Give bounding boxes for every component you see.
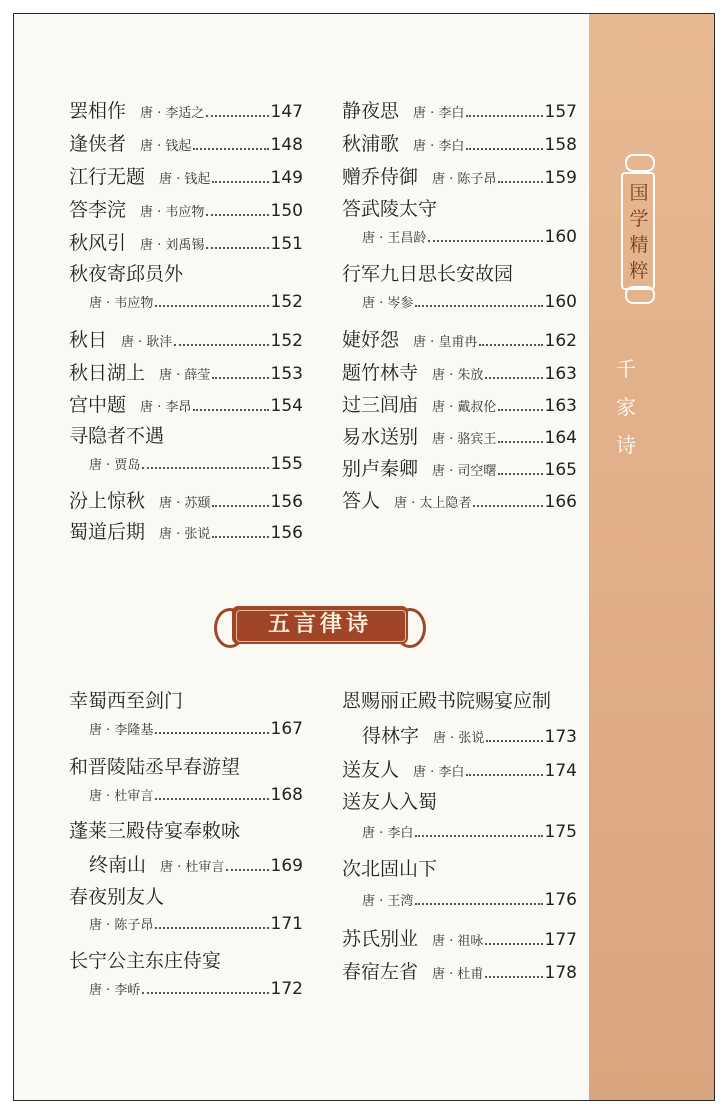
toc-entry[interactable] — [362, 822, 577, 842]
poem-author: 唐 · 张说 — [433, 731, 485, 746]
poem-title: 逢侠者 — [69, 133, 127, 155]
page-number: 159 — [544, 168, 577, 188]
page-number: 166 — [544, 492, 577, 512]
dot-leader — [415, 902, 542, 905]
poem-title: 静夜思 — [342, 100, 400, 122]
dot-leader — [206, 114, 268, 117]
dot-leader — [142, 991, 268, 994]
page-number: 175 — [544, 822, 577, 842]
poem-title[interactable]: 恩赐丽正殿书院赐宴应制 — [342, 690, 552, 712]
dot-leader — [142, 466, 268, 469]
dot-leader — [498, 440, 542, 443]
poem-author: 唐 · 张说 — [159, 527, 211, 542]
page-number: 155 — [270, 454, 303, 474]
poem-author: 唐 · 耿沣 — [121, 335, 173, 350]
toc-entry[interactable] — [89, 850, 303, 877]
dot-leader — [206, 246, 268, 249]
poem-title: 春宿左省 — [342, 961, 419, 983]
page-number: 156 — [270, 523, 303, 543]
series-label-frame — [617, 154, 657, 304]
poem-author: 唐 · 李适之 — [140, 106, 205, 121]
dot-leader — [174, 343, 268, 346]
poem-title: 婕妤怨 — [342, 329, 400, 351]
poem-title: 秋风引 — [69, 232, 127, 254]
toc-entry[interactable] — [342, 129, 577, 156]
dot-leader — [485, 376, 542, 379]
poem-title[interactable]: 蓬莱三殿侍宴奉敕咏 — [69, 820, 241, 842]
toc-entry[interactable] — [89, 979, 303, 999]
series-label: 国学精粹 — [629, 182, 649, 282]
page-number: 152 — [270, 292, 303, 312]
poem-title[interactable]: 长宁公主东庄侍宴 — [69, 950, 222, 972]
poem-title-continued: 得林字 — [362, 725, 420, 747]
poem-title: 蜀道后期 — [69, 521, 146, 543]
poem-author: 唐 · 刘禹锡 — [140, 238, 205, 253]
toc-entry[interactable] — [362, 721, 577, 748]
dot-leader — [466, 147, 542, 150]
poem-author: 唐 · 钱起 — [140, 139, 192, 154]
toc-entry[interactable] — [89, 914, 303, 934]
page-number: 154 — [270, 396, 303, 416]
page-number: 177 — [544, 930, 577, 950]
toc-entry[interactable] — [69, 486, 303, 513]
toc-entry[interactable] — [69, 325, 303, 352]
dot-leader — [155, 797, 268, 800]
dot-leader — [193, 408, 268, 411]
toc-entry[interactable] — [69, 162, 303, 189]
toc-entry[interactable] — [342, 486, 577, 513]
page-number: 168 — [270, 785, 303, 805]
page-number: 172 — [270, 979, 303, 999]
toc-entry[interactable] — [69, 195, 303, 222]
dot-leader — [466, 773, 542, 776]
poem-author: 唐 · 韦应物 — [140, 205, 205, 220]
page-number: 149 — [270, 168, 303, 188]
toc-entry[interactable] — [69, 129, 303, 156]
poem-title: 答人 — [342, 490, 381, 512]
poem-title: 秋日 — [69, 329, 108, 351]
toc-entry[interactable] — [89, 292, 303, 312]
page-number: 158 — [544, 135, 577, 155]
page-number: 160 — [544, 292, 577, 312]
dot-leader — [155, 304, 268, 307]
dot-leader — [479, 343, 542, 346]
dot-leader — [206, 213, 268, 216]
dot-leader — [486, 739, 542, 742]
poem-title: 罢相作 — [69, 100, 127, 122]
toc-entry[interactable] — [89, 785, 303, 805]
dot-leader — [498, 472, 542, 475]
page-number: 171 — [270, 914, 303, 934]
poem-title: 秋浦歌 — [342, 133, 400, 155]
page-number: 152 — [270, 331, 303, 351]
frame-cap-top — [625, 154, 655, 172]
poem-title: 秋日湖上 — [69, 362, 146, 384]
poem-title[interactable]: 次北固山下 — [342, 858, 438, 880]
page-number: 173 — [544, 727, 577, 747]
dot-leader — [485, 942, 542, 945]
poem-title: 送友人 — [342, 759, 400, 781]
toc-entry[interactable] — [362, 890, 577, 910]
poem-author: 唐 · 岑参 — [362, 296, 414, 311]
poem-title: 赠乔侍御 — [342, 166, 419, 188]
toc-entry[interactable] — [69, 517, 303, 544]
poem-author: 唐 · 薛莹 — [159, 368, 211, 383]
poem-author: 唐 · 朱放 — [432, 368, 484, 383]
poem-author: 唐 · 祖咏 — [432, 934, 484, 949]
poem-title: 题竹林寺 — [342, 362, 419, 384]
toc-entry[interactable] — [69, 358, 303, 385]
poem-title[interactable]: 幸蜀西至剑门 — [69, 690, 184, 712]
dot-leader — [226, 868, 268, 871]
toc-entry[interactable] — [342, 755, 577, 782]
poem-author: 唐 · 陈子昂 — [89, 918, 154, 933]
poem-author: 唐 · 陈子昂 — [432, 172, 497, 187]
dot-leader — [428, 239, 542, 242]
poem-author: 唐 · 皇甫冉 — [413, 335, 478, 350]
book-page — [13, 13, 715, 1101]
poem-author: 唐 · 王湾 — [362, 894, 414, 909]
poem-author: 唐 · 杜审言 — [89, 789, 154, 804]
dot-leader — [466, 114, 542, 117]
poem-author: 唐 · 李昂 — [140, 400, 192, 415]
toc-entry[interactable] — [342, 957, 577, 984]
page-number: 160 — [544, 227, 577, 247]
page-number: 176 — [544, 890, 577, 910]
poem-author: 唐 · 杜审言 — [160, 860, 225, 875]
poem-title: 苏氏别业 — [342, 928, 419, 950]
toc-entry[interactable] — [342, 96, 577, 123]
page-number: 147 — [270, 102, 303, 122]
dot-leader — [193, 147, 268, 150]
page-number: 174 — [544, 761, 577, 781]
poem-author: 唐 · 李白 — [362, 826, 414, 841]
poem-author: 唐 · 苏颋 — [159, 496, 211, 511]
toc-entry[interactable] — [342, 325, 577, 352]
poem-author: 唐 · 骆宾王 — [432, 432, 497, 447]
page-number: 157 — [544, 102, 577, 122]
poem-author: 唐 · 韦应物 — [89, 296, 154, 311]
poem-title[interactable]: 送友人入蜀 — [342, 791, 438, 813]
poem-author: 唐 · 王昌龄 — [362, 231, 427, 246]
poem-title-continued: 终南山 — [89, 854, 147, 876]
page-number: 163 — [544, 364, 577, 384]
poem-title[interactable]: 春夜别友人 — [69, 886, 165, 908]
dot-leader — [485, 975, 542, 978]
poem-author: 唐 · 太上隐者 — [394, 496, 472, 511]
page-number: 178 — [544, 963, 577, 983]
poem-title: 过三闾庙 — [342, 394, 419, 416]
page-number: 162 — [544, 331, 577, 351]
dot-leader — [212, 504, 268, 507]
dot-leader — [155, 926, 268, 929]
toc-entry[interactable] — [342, 162, 577, 189]
poem-author: 唐 · 李隆基 — [89, 723, 154, 738]
section-banner — [214, 602, 426, 648]
toc-entry[interactable] — [69, 390, 303, 417]
dot-leader — [212, 535, 268, 538]
sidebar — [589, 14, 714, 1100]
toc-entry[interactable] — [362, 227, 577, 247]
page-number: 156 — [270, 492, 303, 512]
poem-author: 唐 · 贾岛 — [89, 458, 141, 473]
toc-entry[interactable] — [342, 390, 577, 417]
toc-entry[interactable] — [69, 96, 303, 123]
book-title: 千家诗 — [616, 357, 636, 457]
toc-entry[interactable] — [362, 292, 577, 312]
dot-leader — [473, 504, 542, 507]
poem-title[interactable]: 秋夜寄邱员外 — [69, 263, 184, 285]
page-number: 151 — [270, 234, 303, 254]
poem-title: 汾上惊秋 — [69, 490, 146, 512]
poem-author: 唐 · 李白 — [413, 765, 465, 780]
dot-leader — [212, 180, 268, 183]
poem-title: 答李浣 — [69, 199, 127, 221]
poem-author: 唐 · 杜甫 — [432, 967, 484, 982]
section-title: 五言律诗 — [267, 612, 372, 637]
toc-entry[interactable] — [69, 228, 303, 255]
dot-leader — [415, 834, 542, 837]
poem-title[interactable]: 行军九日思长安故园 — [342, 263, 514, 285]
frame-cap-bottom — [625, 286, 655, 304]
poem-author: 唐 · 李峤 — [89, 983, 141, 998]
page-number: 163 — [544, 396, 577, 416]
poem-author: 唐 · 钱起 — [159, 172, 211, 187]
page-number: 150 — [270, 201, 303, 221]
poem-title: 宫中题 — [69, 394, 127, 416]
poem-title[interactable]: 寻隐者不遇 — [69, 425, 165, 447]
page-number: 169 — [270, 856, 303, 876]
poem-author: 唐 · 司空曙 — [432, 464, 497, 479]
poem-author: 唐 · 李白 — [413, 106, 465, 121]
toc-entry[interactable] — [89, 454, 303, 474]
poem-title[interactable]: 和晋陵陆丞早春游望 — [69, 756, 241, 778]
toc-entry[interactable] — [89, 719, 303, 739]
poem-author: 唐 · 戴叔伦 — [432, 400, 497, 415]
toc-entry[interactable] — [342, 358, 577, 385]
poem-author: 唐 · 李白 — [413, 139, 465, 154]
poem-title: 易水送别 — [342, 426, 419, 448]
dot-leader — [212, 376, 268, 379]
page-number: 165 — [544, 460, 577, 480]
dot-leader — [498, 180, 542, 183]
page-number: 167 — [270, 719, 303, 739]
toc-entry[interactable] — [342, 454, 577, 481]
toc-entry[interactable] — [342, 924, 577, 951]
page-number: 148 — [270, 135, 303, 155]
poem-title[interactable]: 答武陵太守 — [342, 198, 438, 220]
toc-entry[interactable] — [342, 422, 577, 449]
poem-title: 别卢秦卿 — [342, 458, 419, 480]
page-number: 164 — [544, 428, 577, 448]
dot-leader — [415, 304, 542, 307]
dot-leader — [498, 408, 542, 411]
poem-title: 江行无题 — [69, 166, 146, 188]
dot-leader — [155, 731, 268, 734]
page-number: 153 — [270, 364, 303, 384]
